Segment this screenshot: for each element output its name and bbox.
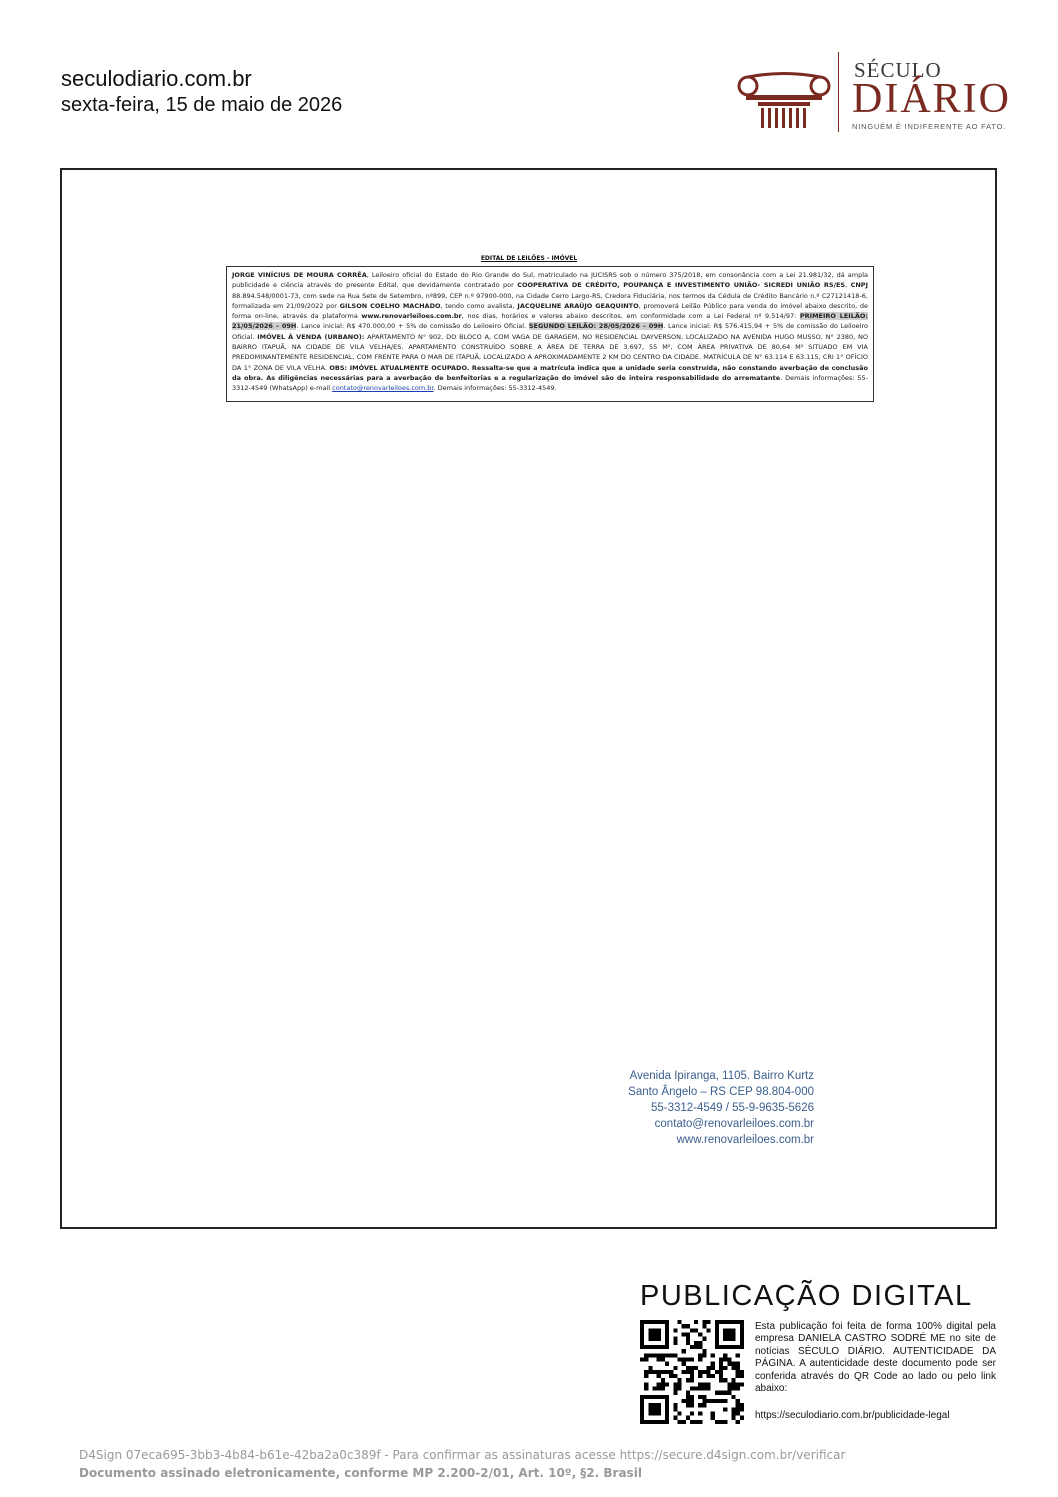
contact-city: Santo Ângelo – RS CEP 98.804-000 bbox=[628, 1086, 814, 1098]
notice-text: , promoverá Leilão Público para venda do imóvel abaixo descrito, de forma on-line, através da plataforma bbox=[232, 301, 868, 321]
auctioneer-contact bbox=[628, 1068, 814, 1148]
notice-text: . Lance inicial: R$ 470.000,00 + 5% de comissão do Leiloeiro Oficial. bbox=[296, 322, 529, 331]
logo-tagline: NINGUÉM É INDIFERENTE AO FATO. bbox=[852, 122, 1007, 131]
auctioneer-name: JORGE VINÍCIUS DE MOURA CORRÊA bbox=[232, 271, 367, 279]
publication-description: Esta publicação foi feita de forma 100% digital pela empresa DANIELA CASTRO SODRÉ ME no site de notícias SÉCULO DIÁRIO. AUTENTICIDADE DA PÁGINA. A autenticidade deste documento pode ser conferida através do QR Code ao lado ou pelo link abaixo: bbox=[755, 1321, 996, 1395]
first-auction-date: PRIMEIRO LEILÃO: 21/05/2026 – 09H bbox=[232, 312, 868, 331]
publication-link[interactable]: https://seculodiario.com.br/publicidade-legal bbox=[755, 1410, 950, 1421]
notice-text: . Demais informações: 55-3312-4549 (WhatsApp) e-mail bbox=[232, 373, 869, 393]
platform-url: www.renovarleiloes.com.br bbox=[361, 312, 462, 321]
second-auction-date: SEGUNDO LEILÃO: 28/05/2026 – 09H bbox=[528, 322, 664, 331]
cnpj-label: CNPJ bbox=[850, 281, 868, 290]
observation: OBS: IMÓVEL ATUALMENTE OCUPADO. Ressalta-se que a matrícula indica que a unidade seria construída, não constando averbação de conclusão da obra. As diligências necessárias para a averbação de benfeitorias e a regularização do imóvel são de inteira responsabilidade do arrematante bbox=[232, 363, 868, 382]
notice-text: , tendo como avalista, bbox=[440, 301, 518, 310]
seculo-diario-logo bbox=[734, 52, 1011, 132]
notice-text: , bbox=[845, 281, 851, 290]
property-label: IMÓVEL À VENDA (URBANO): bbox=[257, 332, 365, 341]
notice-text: . Lance inicial: R$ 576.415,94 + 5% de comissão do Leiloeiro Oficial. bbox=[232, 322, 868, 341]
notice-text: . Demais informações: 55-3312-4549. bbox=[433, 384, 557, 393]
publication-date: sexta-feira, 15 de maio de 2026 bbox=[61, 94, 343, 116]
digital-publication-title: PUBLICAÇÃO DIGITAL bbox=[640, 1280, 973, 1312]
contact-website[interactable]: www.renovarleiloes.com.br bbox=[676, 1134, 814, 1146]
property-description: APARTAMENTO N° 902, DO BLOCO A, COM VAGA DE GARAGEM, NO RESIDENCIAL DAYVERSON, LOCALIZADO NA AVENIDA HUGO MUSSO, N° 2380, NO BAIRRO ITAPUÃ, NA CIDADE DE VILA VELHA/ES. APARTAMENTO CONSTRUÍDO SOBRE A ÁREA DE TERRA DE 3.697, 55 M², COM ÁREA PRIVATIVA DE 80,64 M² SITUADO EM VIA PREDOMINANTEMENTE RESIDENCIAL, COM FRENTE PARA O MAR DE ITAPUÃ, LOCALIZADO A APROXIMADAMENTE 2 KM DO CENTRO DA CIDADE. MATRÍCULA DE N° 63.114 E 63.115, CRI 1° OFÍCIO DA 1° ZONA DE VILA VELHA. bbox=[232, 332, 868, 372]
site-url[interactable]: seculodiario.com.br bbox=[61, 66, 252, 91]
qr-code-icon[interactable] bbox=[640, 1320, 744, 1424]
column-capital-icon bbox=[734, 62, 834, 132]
creditor-name: COOPERATIVA DE CRÉDITO, POUPANÇA E INVESTIMENTO UNIÃO- SICREDI UNIÃO RS/ES bbox=[517, 281, 846, 290]
notice-text: 88.894.548/0001-73, com sede na Rua Sete de Setembro, nº899, CEP n.º 97900-000, na Cidade Cerro Largo-RS, Credora Fiduciária, nos termos da Cédula de Crédito Bancário n.º C27121418-6, formalizada em 21/09/2022 por bbox=[232, 291, 868, 310]
contact-phones: 55-3312-4549 / 55-9-9635-5626 bbox=[650, 1102, 814, 1114]
contact-address: Avenida Ipiranga, 1105. Bairro Kurtz bbox=[629, 1070, 814, 1082]
logo-word-seculo: SÉCULO bbox=[854, 58, 942, 82]
logo-word-diario: DIÁRIO bbox=[852, 76, 1011, 122]
signature-verification: D4Sign 07eca695-3bb3-4b84-b61e-42ba2a0c389f - Para confirmar as assinaturas acesse https://secure.d4sign.com.br/verificar bbox=[79, 1448, 846, 1462]
contact-email-link[interactable]: contato@renovarleiloes.com.br bbox=[332, 384, 434, 393]
notice-text: , nos dias, horários e valores abaixo descritos, em conformidade com a Lei Federal nº 9.514/97: bbox=[461, 312, 800, 321]
logo-divider bbox=[838, 52, 839, 132]
contact-email[interactable]: contato@renovarleiloes.com.br bbox=[654, 1118, 814, 1130]
signature-legal-note: Documento assinado eletronicamente, conforme MP 2.200-2/01, Art. 10º, §2. Brasil bbox=[79, 1466, 642, 1480]
auction-notice bbox=[226, 266, 874, 402]
guarantor-name: JACQUELINE ARAÚJO GEAQUINTO bbox=[517, 301, 639, 310]
notice-text: , Leiloeiro oficial do Estado do Rio Grande do Sul, matriculado na JUCISRS sob o número 375/2018, em consonância com a Lei 21.981/32, dá ampla publicidade e ciência através do presente Edital, que devidamente contratado por bbox=[232, 271, 868, 290]
debtor-name: GILSON COELHO MACHADO bbox=[339, 301, 441, 310]
notice-title: EDITAL DE LEILÕES - IMÓVEL bbox=[480, 255, 578, 262]
